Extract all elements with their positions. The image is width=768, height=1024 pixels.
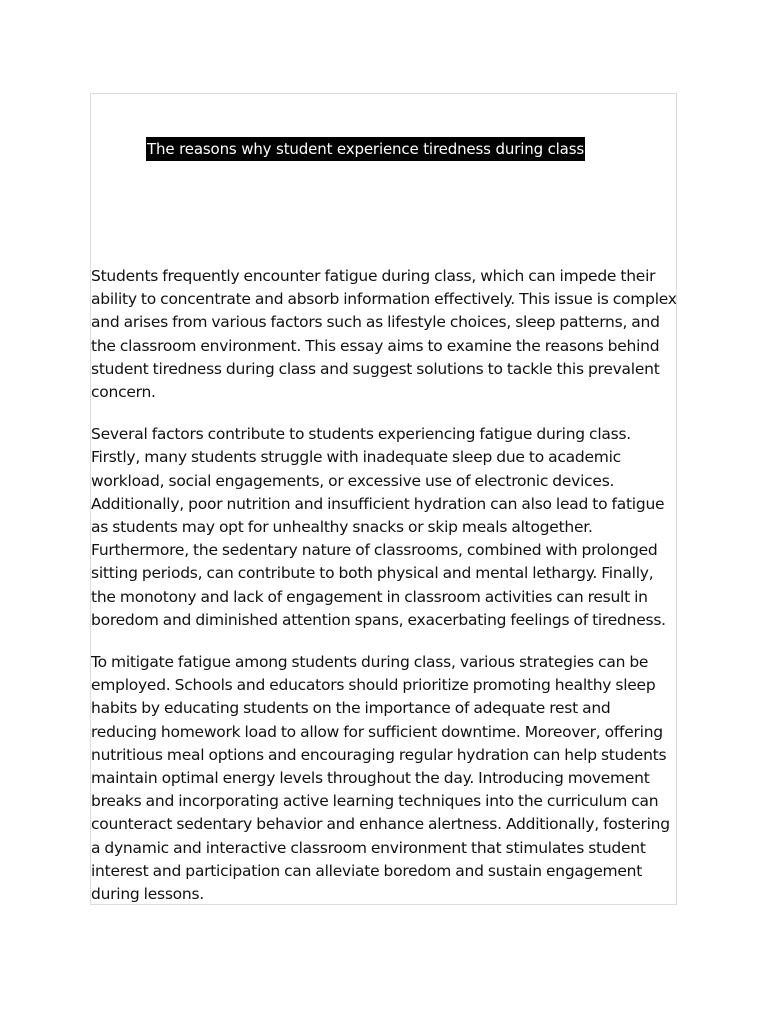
title-wrap (146, 137, 585, 161)
document-body (91, 265, 678, 925)
document-title: The reasons why student experience tiredness during class (146, 137, 585, 161)
paragraph-intro: Students frequently encounter fatigue during class, which can impede their ability to concentrate and absorb information effectively. This issue is complex and arises from various factors such as lifestyle choices, sleep patterns, and the classroom environment. This essay aims to examine the reasons behind student tiredness during class and suggest solutions to tackle this prevalent concern. (91, 267, 677, 402)
paragraph-solutions: To mitigate fatigue among students during class, various strategies can be employed. Schools and educators should prioritize promoting healthy sleep habits by educating students on the importance of adequate rest and reducing homework load to allow for sufficient downtime. Moreover, offering nutritious meal options and encouraging regular hydration can help students maintain optimal energy levels throughout the day. Introducing movement breaks and incorporating active learning techniques into the curriculum can counteract sedentary behavior and enhance alertness. Additionally, fostering a dynamic and interactive classroom environment that stimulates student interest and participation can alleviate boredom and sustain engagement during lessons. (91, 653, 670, 904)
paragraph-causes: Several factors contribute to students experiencing fatigue during class. Firstly, many students struggle with inadequate sleep due to academic workload, social engagements, or excessive use of electronic devices. Additionally, poor nutrition and insufficient hydration can also lead to fatigue as students may opt for unhealthy snacks or skip meals altogether. Furthermore, the sedentary nature of classrooms, combined with prolonged sitting periods, can contribute to both physical and mental lethargy. Finally, the monotony and lack of engagement in classroom activities can result in boredom and diminished attention spans, exacerbating feelings of tiredness. (91, 425, 666, 629)
